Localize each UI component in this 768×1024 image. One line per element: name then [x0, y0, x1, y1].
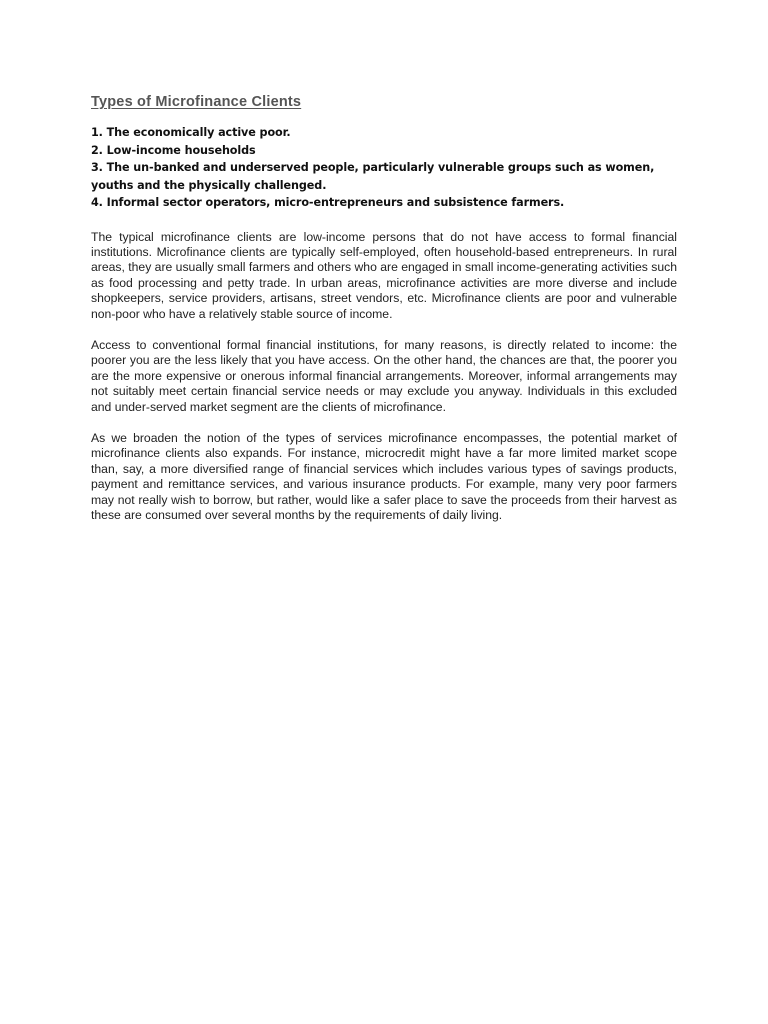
document-heading: Types of Microfinance Clients — [91, 94, 302, 110]
list-item: 2. Low-income households — [91, 143, 256, 157]
paragraph-broaden-services: As we broaden the notion of the types of services microfinance encompasses, the potential market of microfinance clients also expands. For instance, microcredit might have a far more limited market scope than, say, a more diversified range of financial services which includes various types of savings products, payment and remittance services, and various insurance products. For example, many very poor farmers may not really wish to borrow, but rather, would like a safer place to save the proceeds from their harvest as these are consumed over several months by the requirements of daily living. — [91, 430, 677, 522]
list-item: 3. The un-banked and underserved people, particularly vulnerable groups such as women, youths and the physically challenged. — [91, 161, 655, 192]
document-body — [91, 94, 677, 539]
paragraph-access-income: Access to conventional formal financial institutions, for many reasons, is directly related to income: the poorer you are the less likely that you have access. On the other hand, the chances are that, the poorer you are the more expensive or onerous informal financial arrangements. Moreover, informal arrangements may not suitably meet certain financial service needs or may exclude you anyway. Individuals in this excluded and under-served market segment are the clients of microfinance. — [91, 337, 677, 414]
client-types-list — [91, 124, 677, 212]
list-item: 1. The economically active poor. — [91, 126, 291, 139]
paragraph-typical-clients: The typical microfinance clients are low-income persons that do not have access to formal financial institutions. Microfinance clients are typically self-employed, often household-based entrepreneurs. In rural areas, they are usually small farmers and others who are engaged in small income-generating activities such as food processing and petty trade. In urban areas, microfinance activities are more diverse and include shopkeepers, service providers, artisans, street vendors, etc. Microfinance clients are poor and vulnerable non-poor who have a relatively stable source of income. — [91, 229, 677, 321]
list-item: 4. Informal sector operators, micro-entrepreneurs and subsistence farmers. — [91, 196, 565, 209]
